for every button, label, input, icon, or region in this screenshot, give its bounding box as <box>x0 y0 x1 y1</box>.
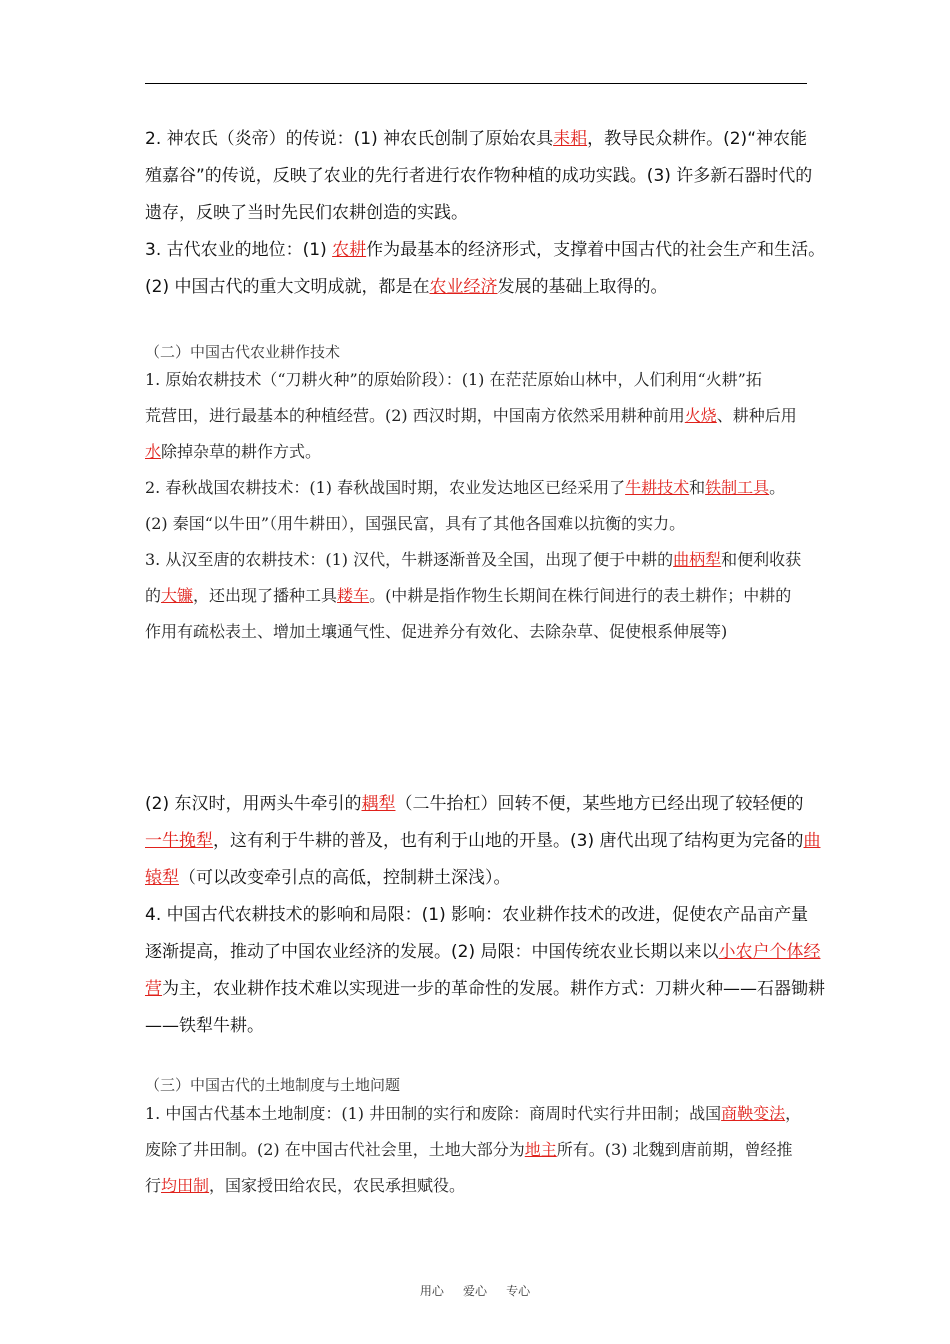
text-run: ——铁犁牛耕。 <box>145 1016 264 1036</box>
text-line <box>145 1008 825 1045</box>
text-run: ， <box>785 1104 802 1123</box>
text-run: (2) 东汉时，用两头牛牵引的 <box>145 794 362 814</box>
text-run: 3. 从汉至唐的农耕技术：(1) 汉代，牛耕逐渐普及全国，出现了便于中耕的 <box>145 550 674 569</box>
section-heading-3: （三）中国古代的土地制度与土地问题 <box>145 1076 401 1094</box>
text-run: (2) 中国古代的重大文明成就，都是在 <box>145 277 430 297</box>
text-line <box>145 269 825 306</box>
text-run: 所有。(3) 北魏到唐前期，曾经推 <box>556 1140 793 1159</box>
paragraph-han-tang <box>145 786 825 1045</box>
text-run: 除掉杂草的耕作方式。 <box>161 442 322 461</box>
text-run: 发展的基础上取得的。 <box>497 277 668 297</box>
text-line <box>145 1132 825 1168</box>
highlight-term: 耒耜 <box>553 129 588 149</box>
text-line <box>145 786 825 823</box>
highlight-term: 商鞅变法 <box>721 1104 786 1123</box>
section-heading-2: （二）中国古代农业耕作技术 <box>145 343 341 361</box>
text-run: 1. 原始农耕技术（“刀耕火种”的原始阶段）：(1) 在茫茫原始山林中，人们利用“火耕”拓 <box>145 370 762 389</box>
text-run: 为主，农业耕作技术难以实现进一步的革命性的发展。耕作方式：刀耕火种——石器锄耕 <box>162 979 825 999</box>
highlight-term: 牛耕技术 <box>625 478 690 497</box>
text-line <box>145 506 825 542</box>
text-run: 、耕种后用 <box>716 406 797 425</box>
text-run: 废除了井田制。(2) 在中国古代社会里，土地大部分为 <box>145 1140 525 1159</box>
text-run: 2. 神农氏（炎帝）的传说：(1) 神农氏创制了原始农具 <box>145 129 554 149</box>
highlight-term: 小农户个体经 <box>718 942 821 962</box>
text-run: 的 <box>145 586 162 605</box>
paragraph-techniques <box>145 362 825 650</box>
highlight-term: 辕犁 <box>145 868 179 888</box>
text-run: ，这有利于牛耕的普及，也有利于山地的开垦。(3) 唐代出现了结构更为完备的 <box>213 831 804 851</box>
text-line <box>145 121 825 158</box>
highlight-term: 农业经济 <box>429 277 498 297</box>
text-run: (2) 秦国“以牛田”（用牛耕田），国强民富，具有了其他各国难以抗衡的实力。 <box>145 514 686 533</box>
text-line <box>145 195 825 232</box>
text-run: （二牛抬杠）回转不便，某些地方已经出现了较轻便的 <box>395 794 804 814</box>
text-run: 4. 中国古代农耕技术的影响和局限：(1) 影响：农业耕作技术的改进，促使农产品亩产量 <box>145 905 809 925</box>
highlight-term: 大镰 <box>161 586 194 605</box>
text-line <box>145 578 825 614</box>
page-footer: 用心 爱心 专心 <box>419 1284 531 1298</box>
header-rule <box>145 83 807 84</box>
text-line <box>145 470 825 506</box>
text-run: 和 <box>689 478 706 497</box>
paragraph-shennong <box>145 121 825 306</box>
text-run: 行 <box>145 1176 162 1195</box>
text-line <box>145 897 825 934</box>
highlight-term: 地主 <box>524 1140 557 1159</box>
text-run: 。 <box>769 478 786 497</box>
text-line <box>145 362 825 398</box>
text-run: 作用有疏松表土、增加土壤通气性、促进养分有效化、去除杂草、促使根系伸展等) <box>145 622 728 641</box>
text-run: ，教导民众耕作。(2)“神农能 <box>587 129 807 149</box>
text-line <box>145 434 825 470</box>
highlight-term: 一牛挽犁 <box>145 831 213 851</box>
text-line <box>145 1096 825 1132</box>
highlight-term: 营 <box>145 979 162 999</box>
text-run: 1. 中国古代基本土地制度：(1) 井田制的实行和废除：商周时代实行井田制；战国 <box>145 1104 722 1123</box>
text-run: 作为最基本的经济形式，支撑着中国古代的社会生产和生活。 <box>366 240 826 260</box>
text-line <box>145 1168 825 1204</box>
text-line <box>145 823 825 860</box>
text-line <box>145 398 825 434</box>
text-run: 逐渐提高，推动了中国农业经济的发展。(2) 局限：中国传统农业长期以来以 <box>145 942 719 962</box>
text-run: 。(中耕是指作物生长期间在株行间进行的表土耕作；中耕的 <box>369 586 792 605</box>
text-run: ，国家授田给农民，农民承担赋役。 <box>209 1176 466 1195</box>
highlight-term: 均田制 <box>161 1176 210 1195</box>
text-line <box>145 971 825 1008</box>
text-line <box>145 614 825 650</box>
text-run: （可以改变牵引点的高低，控制耕土深浅）。 <box>179 868 511 888</box>
text-line <box>145 934 825 971</box>
paragraph-land-system <box>145 1096 825 1204</box>
text-run: 遗存，反映了当时先民们农耕创造的实践。 <box>145 203 468 223</box>
text-run: 和便利收获 <box>721 550 802 569</box>
text-run: 3. 古代农业的地位：(1) <box>145 240 333 260</box>
text-run: 2. 春秋战国农耕技术：(1) 春秋战国时期，农业发达地区已经采用了 <box>145 478 626 497</box>
text-run: ，还出现了播种工具 <box>193 586 338 605</box>
text-run: 殖嘉谷”的传说，反映了农业的先行者进行农作物种植的成功实践。(3) 许多新石器时代的 <box>145 166 813 186</box>
text-line <box>145 232 825 269</box>
highlight-term: 耧车 <box>337 586 370 605</box>
highlight-term: 耦犁 <box>361 794 396 814</box>
highlight-term: 曲 <box>803 831 821 851</box>
text-run: 荒营田，进行最基本的种植经营。(2) 西汉时期，中国南方依然采用耕种前用 <box>145 406 685 425</box>
text-line <box>145 158 825 195</box>
text-line <box>145 860 825 897</box>
highlight-term: 农耕 <box>332 240 367 260</box>
highlight-term: 铁制工具 <box>705 478 770 497</box>
highlight-term: 水 <box>145 442 162 461</box>
text-line <box>145 542 825 578</box>
highlight-term: 火烧 <box>684 406 717 425</box>
highlight-term: 曲柄犁 <box>673 550 722 569</box>
